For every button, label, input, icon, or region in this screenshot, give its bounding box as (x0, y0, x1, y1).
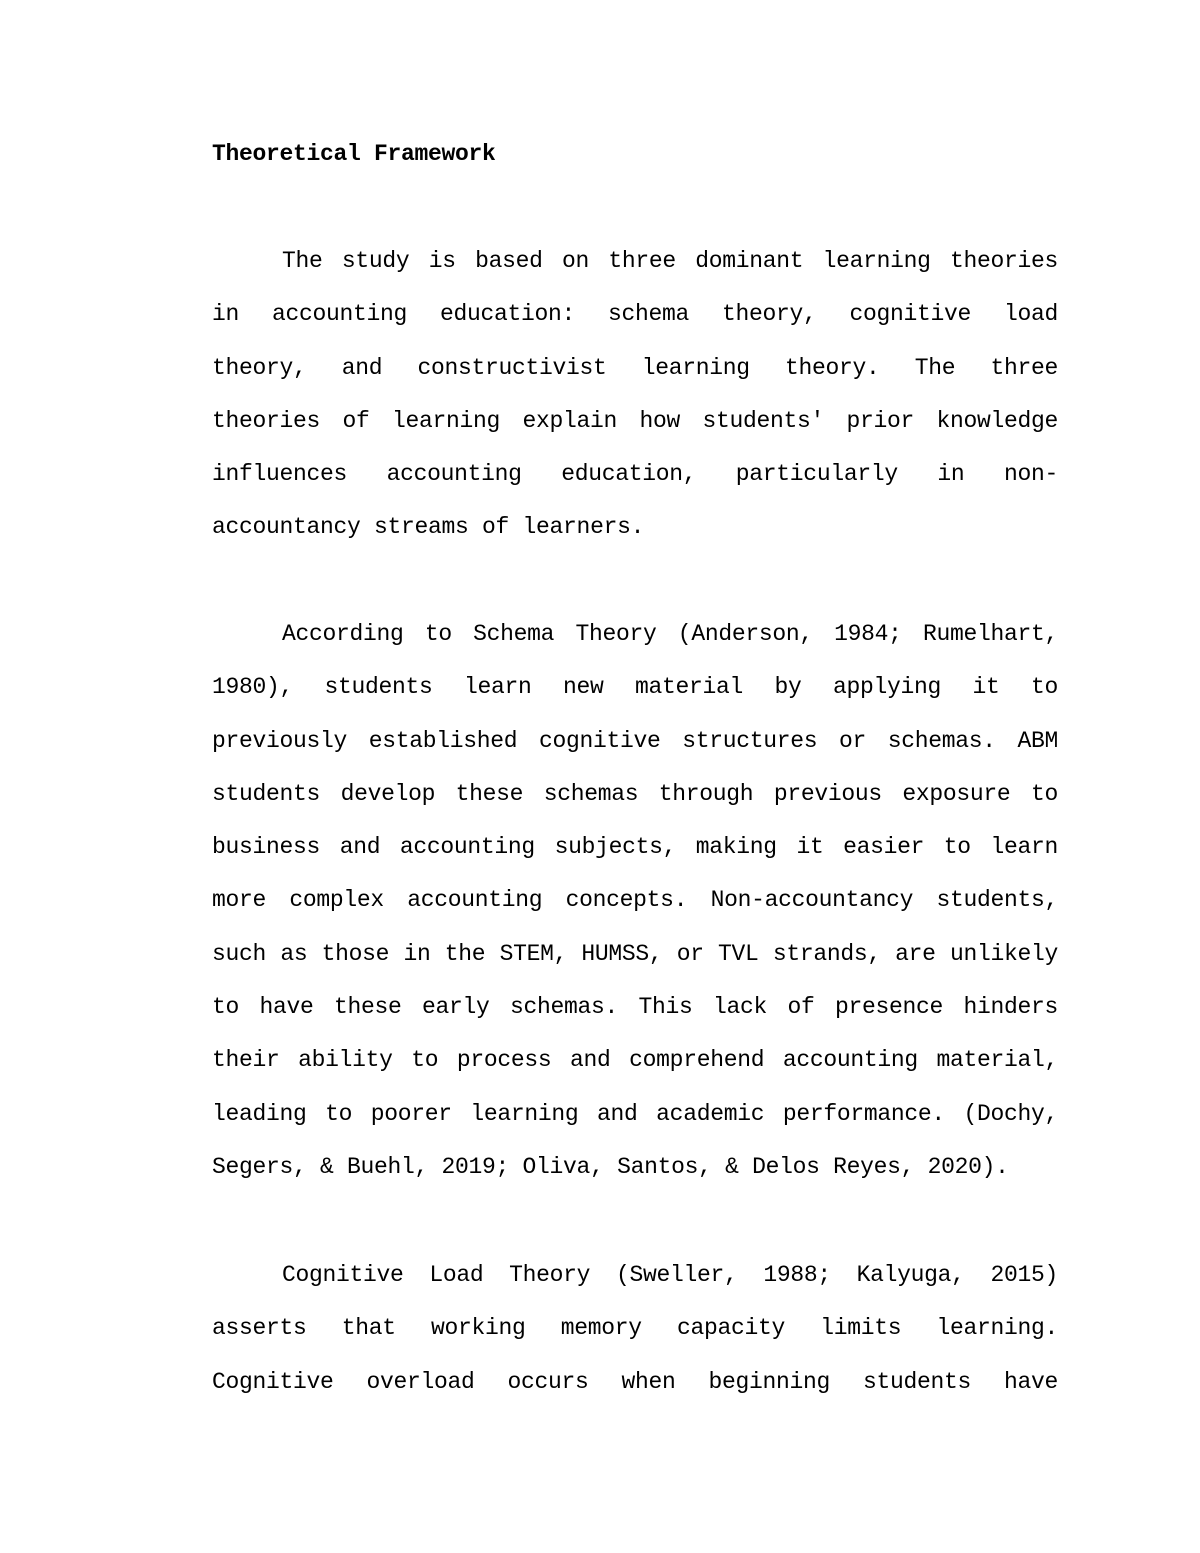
paragraph-line: asserts that working memory capacity limits learning. (212, 1315, 1058, 1342)
paragraph-cognitive-load-theory (212, 1261, 1058, 1421)
paragraph-line: accountancy streams of learners. (212, 514, 645, 541)
paragraph-line: influences accounting education, particularly in non- (212, 461, 1058, 488)
paragraph-line: in accounting education: schema theory, cognitive load (212, 301, 1058, 328)
paragraph-line: their ability to process and comprehend accounting material, (212, 1047, 1058, 1074)
paragraph-line: such as those in the STEM, HUMSS, or TVL strands, are unlikely (212, 940, 1058, 967)
paragraph-intro (212, 247, 1058, 567)
paragraph-line: previously established cognitive structures or schemas. ABM (212, 727, 1058, 754)
paragraph-line: leading to poorer learning and academic performance. (Dochy, (212, 1100, 1058, 1127)
paragraph-line: more complex accounting concepts. Non-accountancy students, (212, 887, 1058, 914)
paragraph-line: theories of learning explain how students' prior knowledge (212, 407, 1058, 434)
paragraph-line: Cognitive Load Theory (Sweller, 1988; Kalyuga, 2015) (282, 1262, 1058, 1288)
paragraph-schema-theory (212, 620, 1058, 1206)
paragraph-line: theory, and constructivist learning theory. The three (212, 354, 1058, 381)
paragraph-line: Segers, & Buehl, 2019; Oliva, Santos, & Delos Reyes, 2020). (212, 1153, 1009, 1180)
section-heading: Theoretical Framework (212, 141, 496, 167)
paragraph-line: The study is based on three dominant learning theories (282, 248, 1058, 274)
paragraph-line: business and accounting subjects, making it easier to learn (212, 834, 1058, 861)
paragraph-line: Cognitive overload occurs when beginning students have (212, 1368, 1058, 1395)
paragraph-line: students develop these schemas through previous exposure to (212, 780, 1058, 807)
paragraph-line: According to Schema Theory (Anderson, 1984; Rumelhart, (282, 621, 1058, 647)
paragraph-line: to have these early schemas. This lack of presence hinders (212, 994, 1058, 1021)
paragraph-line: 1980), students learn new material by applying it to (212, 674, 1058, 701)
